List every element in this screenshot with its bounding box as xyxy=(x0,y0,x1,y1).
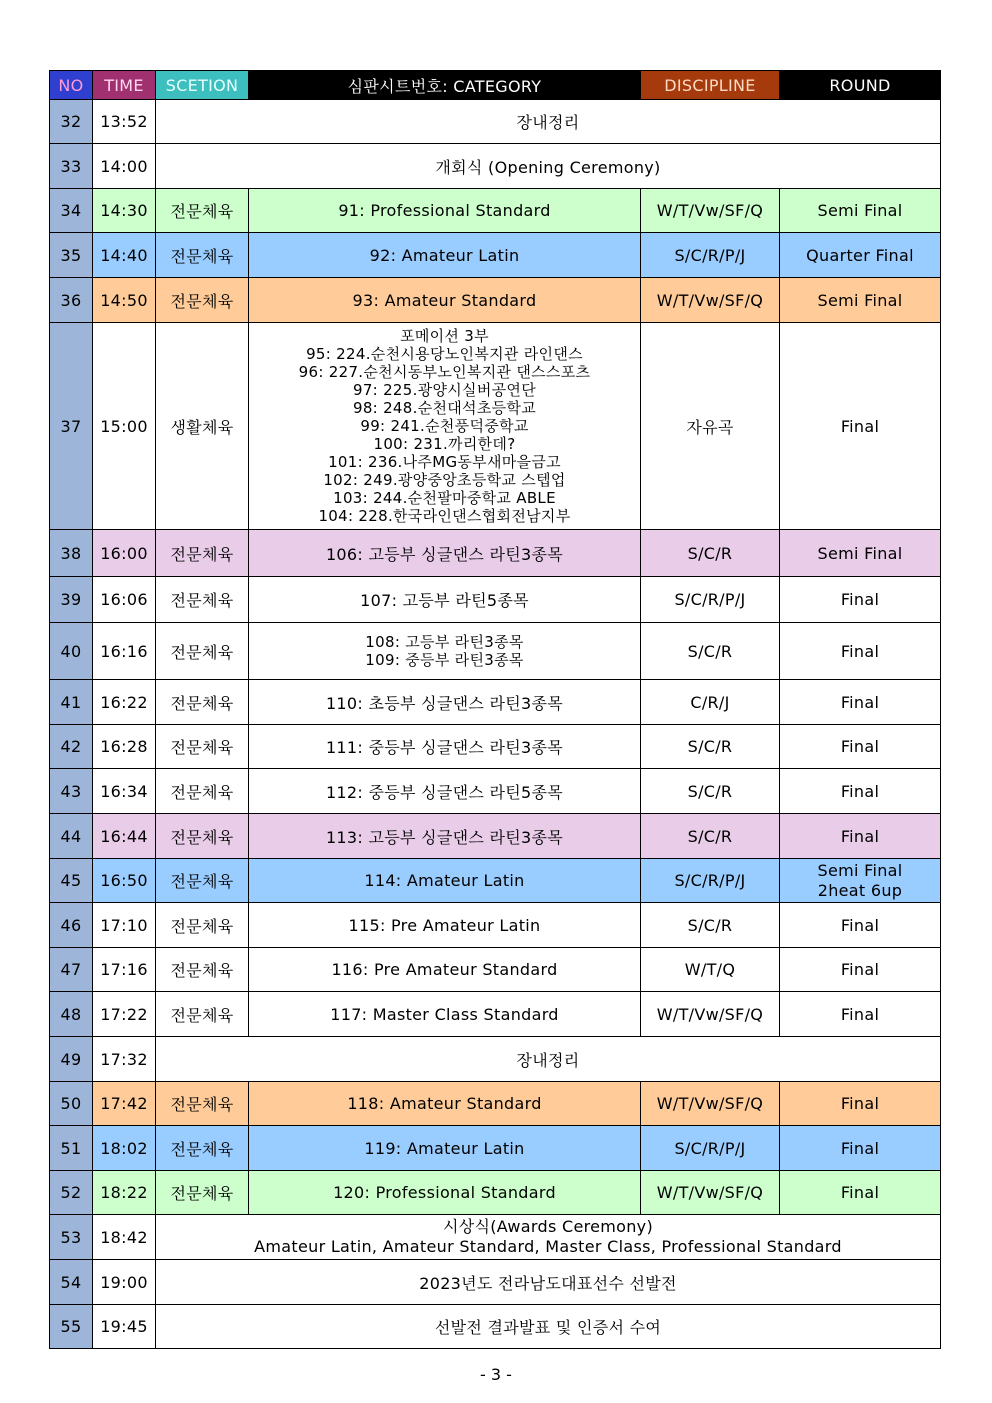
row-round: Final xyxy=(780,623,941,680)
row-time: 14:50 xyxy=(93,278,156,323)
table-row xyxy=(50,1082,941,1126)
table-row xyxy=(50,859,941,903)
text-line: 98: 248.순천대석초등학교 xyxy=(352,399,537,417)
table-row xyxy=(50,1260,941,1305)
row-number: 55 xyxy=(50,1305,93,1349)
row-time: 17:22 xyxy=(93,992,156,1037)
row-category: 114: Amateur Latin xyxy=(249,859,641,903)
row-time: 15:00 xyxy=(93,323,156,530)
table-row xyxy=(50,948,941,992)
row-section: 전문체육 xyxy=(156,1171,249,1215)
row-time: 16:00 xyxy=(93,530,156,577)
table-row xyxy=(50,1215,941,1260)
row-category: 107: 고등부 라틴5종목 xyxy=(249,577,641,623)
header-row xyxy=(50,71,941,100)
row-time: 18:22 xyxy=(93,1171,156,1215)
row-time: 16:34 xyxy=(93,769,156,814)
row-event: 개회식 (Opening Ceremony) xyxy=(156,144,941,189)
table-row xyxy=(50,1171,941,1215)
row-section: 전문체육 xyxy=(156,859,249,903)
table-row xyxy=(50,144,941,189)
row-round: Final xyxy=(780,725,941,769)
row-round: Final xyxy=(780,814,941,859)
table-row xyxy=(50,233,941,278)
row-time: 17:16 xyxy=(93,948,156,992)
row-number: 33 xyxy=(50,144,93,189)
text-line: 97: 225.광양시실버공연단 xyxy=(352,381,537,399)
text-line: 103: 244.순천팔마중학교 ABLE xyxy=(333,489,556,507)
row-number: 46 xyxy=(50,903,93,948)
row-time: 14:40 xyxy=(93,233,156,278)
header-discipline: DISCIPLINE xyxy=(641,71,780,100)
text-line: 100: 231.까리한데? xyxy=(373,435,516,453)
row-round: Semi Final xyxy=(780,530,941,577)
row-category: 110: 초등부 싱글댄스 라틴3종목 xyxy=(249,680,641,725)
table-row xyxy=(50,814,941,859)
row-number: 32 xyxy=(50,100,93,144)
header-time: TIME xyxy=(93,71,156,100)
row-discipline: C/R/J xyxy=(641,680,780,725)
row-section: 전문체육 xyxy=(156,680,249,725)
row-time: 18:42 xyxy=(93,1215,156,1260)
row-section: 생활체육 xyxy=(156,323,249,530)
row-category: 113: 고등부 싱글댄스 라틴3종목 xyxy=(249,814,641,859)
row-number: 44 xyxy=(50,814,93,859)
header-category: 심판시트번호: CATEGORY xyxy=(249,71,641,100)
row-time: 17:10 xyxy=(93,903,156,948)
row-discipline: W/T/Q xyxy=(641,948,780,992)
row-section: 전문체육 xyxy=(156,189,249,233)
row-section: 전문체육 xyxy=(156,1126,249,1171)
text-line: 시상식(Awards Ceremony) xyxy=(443,1217,653,1236)
table-row xyxy=(50,530,941,577)
row-discipline: S/C/R/P/J xyxy=(641,859,780,903)
row-number: 42 xyxy=(50,725,93,769)
table-row xyxy=(50,189,941,233)
text-line: Amateur Latin, Amateur Standard, Master Class, Professional Standard xyxy=(254,1237,842,1256)
row-category: 106: 고등부 싱글댄스 라틴3종목 xyxy=(249,530,641,577)
text-line: 포메이션 3부 xyxy=(400,327,489,345)
row-round xyxy=(780,859,941,903)
text-line: 99: 241.순천풍덕중학교 xyxy=(360,417,529,435)
row-time: 19:45 xyxy=(93,1305,156,1349)
row-time: 16:16 xyxy=(93,623,156,680)
row-round: Final xyxy=(780,680,941,725)
text-line: 101: 236.나주MG동부새마을금고 xyxy=(328,453,561,471)
row-discipline: W/T/Vw/SF/Q xyxy=(641,1171,780,1215)
row-round: Final xyxy=(780,903,941,948)
row-number: 34 xyxy=(50,189,93,233)
row-round: Final xyxy=(780,769,941,814)
row-round: Final xyxy=(780,577,941,623)
table-row xyxy=(50,1126,941,1171)
row-category: 111: 중등부 싱글댄스 라틴3종목 xyxy=(249,725,641,769)
row-number: 36 xyxy=(50,278,93,323)
table-row xyxy=(50,323,941,530)
text-line: Semi Final xyxy=(817,860,903,880)
row-number: 51 xyxy=(50,1126,93,1171)
row-time: 19:00 xyxy=(93,1260,156,1305)
header-round: ROUND xyxy=(780,71,941,100)
row-discipline: 자유곡 xyxy=(641,323,780,530)
row-number: 39 xyxy=(50,577,93,623)
row-category xyxy=(249,323,641,530)
row-discipline: S/C/R xyxy=(641,725,780,769)
row-discipline: S/C/R xyxy=(641,623,780,680)
schedule-table xyxy=(49,70,941,1349)
row-discipline: S/C/R/P/J xyxy=(641,233,780,278)
table-row xyxy=(50,680,941,725)
table-row xyxy=(50,100,941,144)
row-discipline: W/T/Vw/SF/Q xyxy=(641,992,780,1037)
row-event: 2023년도 전라남도대표선수 선발전 xyxy=(156,1260,941,1305)
row-discipline: W/T/Vw/SF/Q xyxy=(641,1082,780,1126)
row-round: Final xyxy=(780,992,941,1037)
row-time: 16:06 xyxy=(93,577,156,623)
row-round: Final xyxy=(780,948,941,992)
text-line: 109: 중등부 라틴3종목 xyxy=(365,651,524,669)
table-row xyxy=(50,1037,941,1082)
row-category: 117: Master Class Standard xyxy=(249,992,641,1037)
row-number: 49 xyxy=(50,1037,93,1082)
row-section: 전문체육 xyxy=(156,948,249,992)
row-section: 전문체육 xyxy=(156,769,249,814)
row-event: 장내정리 xyxy=(156,100,941,144)
header-no: NO xyxy=(50,71,93,100)
row-discipline: W/T/Vw/SF/Q xyxy=(641,278,780,323)
row-section: 전문체육 xyxy=(156,1082,249,1126)
table-row xyxy=(50,623,941,680)
row-event: 선발전 결과발표 및 인증서 수여 xyxy=(156,1305,941,1349)
row-number: 37 xyxy=(50,323,93,530)
row-discipline: S/C/R xyxy=(641,769,780,814)
row-time: 14:00 xyxy=(93,144,156,189)
row-discipline: S/C/R xyxy=(641,903,780,948)
row-section: 전문체육 xyxy=(156,233,249,278)
text-line: 96: 227.순천시동부노인복지관 댄스스포츠 xyxy=(298,363,591,381)
page-number: - 3 - xyxy=(480,1365,512,1384)
row-category: 119: Amateur Latin xyxy=(249,1126,641,1171)
row-section: 전문체육 xyxy=(156,814,249,859)
row-number: 53 xyxy=(50,1215,93,1260)
row-number: 47 xyxy=(50,948,93,992)
row-category: 112: 중등부 싱글댄스 라틴5종목 xyxy=(249,769,641,814)
row-number: 50 xyxy=(50,1082,93,1126)
text-line: 95: 224.순천시용당노인복지관 라인댄스 xyxy=(306,345,583,363)
table-row xyxy=(50,992,941,1037)
row-number: 38 xyxy=(50,530,93,577)
row-category: 116: Pre Amateur Standard xyxy=(249,948,641,992)
row-discipline: S/C/R xyxy=(641,814,780,859)
table-row xyxy=(50,725,941,769)
row-number: 52 xyxy=(50,1171,93,1215)
table-row xyxy=(50,903,941,948)
row-category: 120: Professional Standard xyxy=(249,1171,641,1215)
table-row xyxy=(50,769,941,814)
row-time: 18:02 xyxy=(93,1126,156,1171)
row-time: 16:50 xyxy=(93,859,156,903)
row-round: Semi Final xyxy=(780,189,941,233)
row-number: 54 xyxy=(50,1260,93,1305)
table-row xyxy=(50,278,941,323)
row-number: 40 xyxy=(50,623,93,680)
row-category: 93: Amateur Standard xyxy=(249,278,641,323)
row-round: Quarter Final xyxy=(780,233,941,278)
table-row xyxy=(50,577,941,623)
row-round: Final xyxy=(780,1126,941,1171)
row-time: 13:52 xyxy=(93,100,156,144)
row-discipline: S/C/R/P/J xyxy=(641,1126,780,1171)
row-number: 35 xyxy=(50,233,93,278)
text-line: 108: 고등부 라틴3종목 xyxy=(365,633,524,651)
row-time: 14:30 xyxy=(93,189,156,233)
row-number: 41 xyxy=(50,680,93,725)
row-round: Final xyxy=(780,1171,941,1215)
row-time: 16:28 xyxy=(93,725,156,769)
row-discipline: S/C/R xyxy=(641,530,780,577)
row-category: 91: Professional Standard xyxy=(249,189,641,233)
row-event xyxy=(156,1215,941,1260)
text-line: 102: 249.광양중앙초등학교 스텝업 xyxy=(323,471,566,489)
row-round: Final xyxy=(780,1082,941,1126)
row-time: 16:22 xyxy=(93,680,156,725)
text-line: 2heat 6up xyxy=(817,880,903,900)
row-round: Semi Final xyxy=(780,278,941,323)
row-round: Final xyxy=(780,323,941,530)
row-category: 115: Pre Amateur Latin xyxy=(249,903,641,948)
row-section: 전문체육 xyxy=(156,903,249,948)
row-discipline: W/T/Vw/SF/Q xyxy=(641,189,780,233)
row-section: 전문체육 xyxy=(156,530,249,577)
row-time: 17:42 xyxy=(93,1082,156,1126)
row-number: 48 xyxy=(50,992,93,1037)
row-time: 16:44 xyxy=(93,814,156,859)
row-category xyxy=(249,623,641,680)
row-event: 장내정리 xyxy=(156,1037,941,1082)
row-category: 118: Amateur Standard xyxy=(249,1082,641,1126)
row-section: 전문체육 xyxy=(156,577,249,623)
row-discipline: S/C/R/P/J xyxy=(641,577,780,623)
row-section: 전문체육 xyxy=(156,725,249,769)
header-section: SCETION xyxy=(156,71,249,100)
row-section: 전문체육 xyxy=(156,992,249,1037)
row-number: 45 xyxy=(50,859,93,903)
row-section: 전문체육 xyxy=(156,623,249,680)
row-time: 17:32 xyxy=(93,1037,156,1082)
text-line: 104: 228.한국라인댄스협회전남지부 xyxy=(318,507,571,525)
row-number: 43 xyxy=(50,769,93,814)
row-category: 92: Amateur Latin xyxy=(249,233,641,278)
row-section: 전문체육 xyxy=(156,278,249,323)
table-row xyxy=(50,1305,941,1349)
